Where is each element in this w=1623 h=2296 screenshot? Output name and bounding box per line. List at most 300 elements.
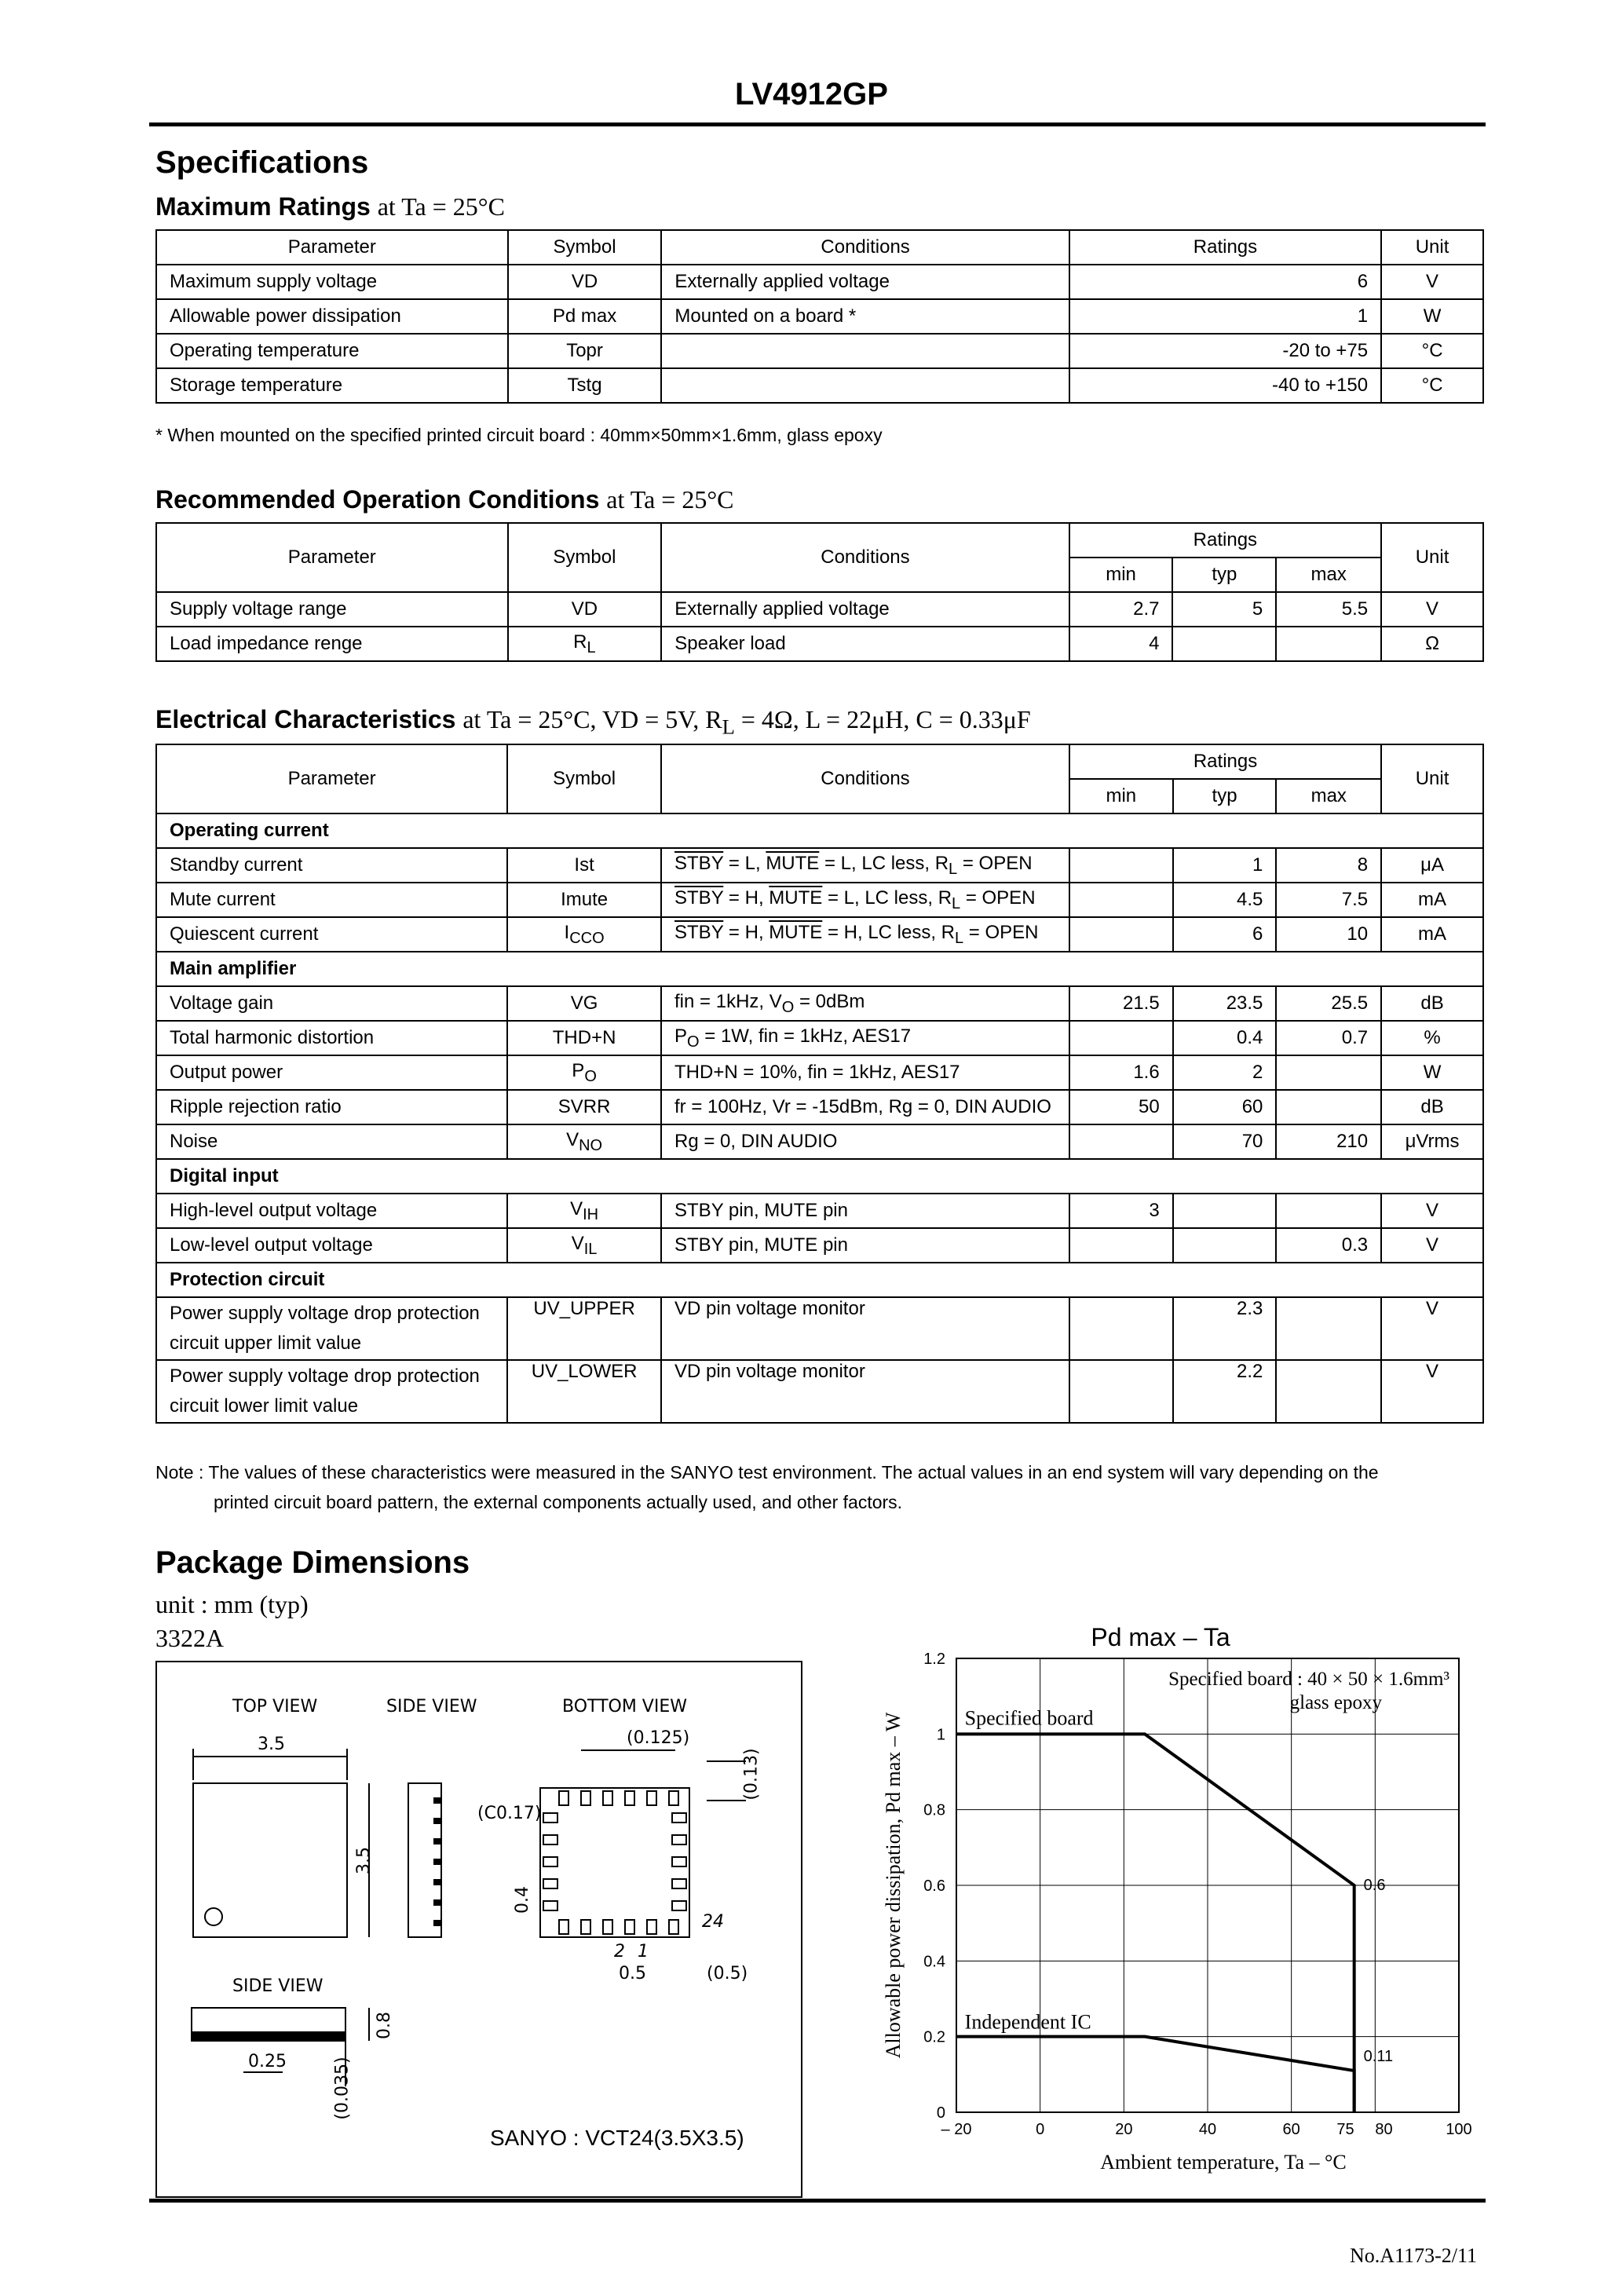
symbol-text: I [564,921,570,943]
part-number-title: LV4912GP [735,77,888,112]
pad [625,1920,634,1934]
elec-cond-text: at Ta = 25°C, VD = 5V, R [462,705,722,733]
header-cell: max [1276,779,1381,813]
cell: Low-level output voltage [156,1228,507,1263]
cell: dB [1381,1090,1483,1124]
cell: 2 [1173,1055,1277,1090]
dim-05p-label: (0.5) [707,1964,748,1983]
footer-rule [149,2199,1486,2203]
x-tick-label: 40 [1198,2121,1217,2138]
pin [433,1899,441,1906]
cell: Total harmonic distortion [156,1021,507,1055]
pin1-label: 1 [638,1942,649,1961]
elec-cond-tail: = 4Ω, L = 22μH, C = 0.33μF [734,705,1031,733]
table-header-row [156,523,1483,558]
cell [1276,627,1381,661]
cell: W [1381,1055,1483,1090]
cell: Load impedance renge [156,627,508,661]
table-row [156,1228,1483,1263]
cond-text: fin = 1kHz, V [674,990,782,1012]
elec-note-line1: Note : The values of these characteristics were measured in the SANYO test environment. The actual values in an end system will vary depending on the [155,1462,1379,1483]
param-line: circuit lower limit value [170,1395,359,1417]
symbol-text: R [573,631,587,653]
cond-text: = OPEN [960,887,1036,909]
cell: STBY pin, MUTE pin [661,1228,1069,1263]
symbol-text: P [572,1059,585,1081]
cell: 3 [1069,1194,1173,1228]
mute-overline: MUTE [769,887,823,909]
table-row [156,265,1483,299]
point-label: 0.11 [1363,2048,1394,2066]
cell: °C [1381,334,1483,368]
cell: Quiescent current [156,917,507,952]
cell: V [1381,1360,1483,1423]
cell: Pd max [508,299,662,334]
cell: 60 [1173,1090,1277,1124]
pad [543,1857,557,1866]
cell [508,627,662,661]
pd-ta-chart-svg [864,1618,1484,2199]
table-row [156,1360,1483,1423]
cond-text: = H, LC less, R [822,921,956,943]
x-tick-label: 75 [1336,2121,1354,2138]
table-row [156,848,1483,883]
cell [1069,1297,1173,1360]
elec-cond-sub: L [722,715,735,739]
table-row [156,1055,1483,1090]
pad [603,1791,612,1805]
cell [661,368,1069,403]
cell: Noise [156,1124,507,1159]
cond-text: = L, LC less, R [819,852,949,874]
table-row [156,592,1483,627]
dim-025-label: 0.25 [248,2052,287,2071]
symbol-subscript: L [587,638,596,656]
x-tick-label: 20 [1115,2121,1133,2138]
cell: VD pin voltage monitor [661,1360,1069,1423]
cell: Output power [156,1055,507,1090]
cell [661,848,1069,883]
cell [507,1055,661,1090]
table-row [156,299,1483,334]
cell: 0.4 [1173,1021,1277,1055]
group-label: Operating current [156,813,1483,848]
cell: mA [1381,883,1483,917]
cond-text: = 0dBm [794,990,865,1012]
rec-conditions-condition: at Ta = 25°C [606,485,734,514]
y-tick-label: 0 [936,2104,945,2122]
header-cell: min [1069,779,1173,813]
cell [661,883,1069,917]
cond-sub: L [949,860,958,878]
y-tick-label: 0.8 [923,1801,945,1819]
y-tick-label: 0.2 [923,2028,945,2046]
cell: 10 [1276,917,1381,952]
cell [661,1021,1069,1055]
table-row [156,368,1483,403]
cell [1069,883,1173,917]
bottom-view-label: BOTTOM VIEW [562,1697,687,1717]
pin24-label: 24 [702,1912,724,1932]
series-label: Independent IC [964,2010,1091,2034]
pin1-marker [205,1908,222,1925]
cell: V [1381,592,1483,627]
header-cell: Ratings [1069,523,1381,558]
cell: 50 [1069,1090,1173,1124]
param-line: Power supply voltage drop protection [170,1303,480,1324]
cell: 210 [1276,1124,1381,1159]
cell: Voltage gain [156,986,507,1021]
stby-overline: STBY [674,921,724,943]
cell: % [1381,1021,1483,1055]
header-cell: Conditions [661,230,1069,265]
cell: Supply voltage range [156,592,508,627]
cell: W [1381,299,1483,334]
pad [603,1920,612,1934]
cell: 1.6 [1069,1055,1173,1090]
cell [1276,1055,1381,1090]
pad [647,1791,656,1805]
cond-text: = H, [723,921,769,943]
max-ratings-condition: at Ta = 25°C [377,192,505,221]
pad [669,1791,678,1805]
cell: Imute [507,883,661,917]
y-tick-label: 0.4 [923,1953,945,1971]
cell: 5.5 [1276,592,1381,627]
pad [559,1920,568,1934]
pin [433,1879,441,1885]
chart-labels [882,1623,1449,2174]
group-row [156,952,1483,986]
cell: UV_LOWER [507,1360,661,1423]
cell: μA [1381,848,1483,883]
header-cell: typ [1173,779,1277,813]
chart-annotation: glass epoxy [1289,1692,1382,1713]
table-row [156,1021,1483,1055]
cell: VG [507,986,661,1021]
header-cell: Parameter [156,744,507,813]
cell: STBY pin, MUTE pin [661,1194,1069,1228]
pin [433,1920,441,1926]
cell [507,917,661,952]
cond-text: = L, LC less, R [822,887,952,909]
sanyo-package-name: SANYO : VCT24(3.5X3.5) [490,2126,744,2150]
rec-conditions-table [155,522,1484,662]
cell: High-level output voltage [156,1194,507,1228]
cell: Rg = 0, DIN AUDIO [661,1124,1069,1159]
max-ratings-footnote: * When mounted on the specified printed circuit board : 40mm×50mm×1.6mm, glass epoxy [155,425,883,445]
elec-note-line2: printed circuit board pattern, the external components actually used, and other factors. [214,1492,903,1512]
table-row [156,883,1483,917]
dim-height-label: 3.5 [354,1847,374,1874]
cell: 0.7 [1276,1021,1381,1055]
pin [433,1797,441,1804]
cell: Tstg [508,368,662,403]
pad [559,1791,568,1805]
cell: 4.5 [1173,883,1277,917]
chart-series [956,1734,1354,2112]
cell: 1 [1173,848,1277,883]
header-cell: Symbol [508,230,662,265]
elec-char-table [155,744,1484,1424]
rec-conditions-title: Recommended Operation Conditions [155,485,600,514]
header-cell: Unit [1381,523,1483,592]
symbol-text: V [566,1128,579,1150]
header-rule [149,122,1486,126]
cell: VD [508,265,662,299]
group-row [156,1263,1483,1297]
pd-ta-chart [864,1618,1484,2199]
table-header-row [156,230,1483,265]
cond-text: = H, [723,887,769,909]
param-line: circuit upper limit value [170,1333,362,1354]
cell: Ist [507,848,661,883]
side-view-label: SIDE VIEW [386,1697,477,1717]
stby-overline: STBY [674,887,724,909]
cell: Topr [508,334,662,368]
cond-sub: L [955,929,964,947]
param-line: Power supply voltage drop protection [170,1366,480,1387]
y-axis-label: Allowable power dissipation, Pd max – W [882,1712,905,2059]
point-label: 0.6 [1363,1877,1386,1894]
cell [1069,1228,1173,1263]
dim-08-label: 0.8 [375,2012,394,2039]
cell: 6 [1069,265,1381,299]
dim-0125-label: (0.125) [627,1728,690,1748]
cell [1069,848,1173,883]
cell: Operating temperature [156,334,508,368]
header-cell: Ratings [1069,230,1381,265]
header-cell: max [1276,558,1381,592]
table-row [156,627,1483,661]
cell: 0.3 [1276,1228,1381,1263]
cell [1069,1360,1173,1423]
cell [1276,1090,1381,1124]
cell: V [1381,265,1483,299]
cell: fr = 100Hz, Vr = -15dBm, Rg = 0, DIN AUDIO [661,1090,1069,1124]
cell: -20 to +75 [1069,334,1381,368]
cell: THD+N = 10%, fin = 1kHz, AES17 [661,1055,1069,1090]
pad [543,1879,557,1888]
cell [1069,917,1173,952]
group-label: Digital input [156,1159,1483,1194]
cell: 25.5 [1276,986,1381,1021]
symbol-subscript: IL [583,1240,598,1258]
top-view-body [193,1783,347,1937]
pad [669,1920,678,1934]
cell [1069,1124,1173,1159]
pad [543,1813,557,1823]
cell: 8 [1276,848,1381,883]
elec-char-heading [155,705,1031,739]
cell: mA [1381,917,1483,952]
rec-conditions-heading [155,485,733,514]
pin [433,1859,441,1865]
cell [507,1124,661,1159]
x-tick-label: 80 [1375,2121,1393,2138]
x-tick-label: 60 [1282,2121,1300,2138]
cell: dB [1381,986,1483,1021]
group-row [156,1159,1483,1194]
header-cell: Symbol [507,744,661,813]
cond-sub: L [952,894,961,912]
y-tick-label: 0.6 [923,1877,945,1895]
cell: 2.2 [1173,1360,1277,1423]
cell: THD+N [507,1021,661,1055]
table-row [156,1124,1483,1159]
x-tick-label: – 20 [941,2121,972,2138]
cell: 6 [1173,917,1277,952]
package-unit: unit : mm (typ) [155,1590,309,1618]
cond-text: P [674,1025,688,1047]
series-label: Specified board [964,1706,1094,1730]
cond-text: = OPEN [963,921,1039,943]
cell [1276,1297,1381,1360]
cond-sub: O [781,998,795,1016]
cell [1173,1228,1277,1263]
table-row [156,917,1483,952]
cond-text: = 1W, fin = 1kHz, AES17 [699,1025,912,1047]
pin [433,1838,441,1844]
cell: 4 [1069,627,1173,661]
cond-sub: O [687,1033,700,1051]
dim-c017-label: (C0.17) [477,1804,542,1823]
cell: UV_UPPER [507,1297,661,1360]
cell: Ripple rejection ratio [156,1090,507,1124]
group-row [156,813,1483,848]
group-label: Protection circuit [156,1263,1483,1297]
cell [1172,627,1276,661]
header-cell: min [1069,558,1173,592]
dim-013-label: (0.13) [741,1748,762,1801]
header-cell: typ [1172,558,1276,592]
symbol-subscript: CCO [569,929,605,947]
symbol-text: V [570,1197,583,1219]
symbol-subscript: NO [579,1136,603,1154]
cell [507,1228,661,1263]
x-tick-label: 0 [1036,2121,1045,2138]
pad [672,1857,686,1866]
cell: SVRR [507,1090,661,1124]
cell: Ω [1381,627,1483,661]
symbol-subscript: O [584,1067,597,1085]
header-cell: Ratings [1069,744,1381,779]
cell: V [1381,1194,1483,1228]
mute-overline: MUTE [769,921,823,943]
dim-0035-label: (0.035) [332,2057,353,2120]
cell [156,1360,507,1423]
cell: 5 [1172,592,1276,627]
stby-overline: STBY [674,852,724,874]
chart-annotation: Specified board : 40 × 50 × 1.6mm³ [1168,1669,1449,1690]
cell: Mounted on a board * [661,299,1069,334]
cell: 7.5 [1276,883,1381,917]
x-tick-label: 100 [1446,2121,1472,2138]
cell: VD [508,592,662,627]
cell: Maximum supply voltage [156,265,508,299]
header-cell: Unit [1381,744,1483,813]
cell: 2.7 [1069,592,1173,627]
cell: Allowable power dissipation [156,299,508,334]
dim-04-label: 0.4 [513,1886,532,1914]
pad [625,1791,634,1805]
package-drawing-box [155,1661,802,2198]
series-line [956,2037,1354,2112]
cell [661,334,1069,368]
table-row [156,1194,1483,1228]
table-row [156,986,1483,1021]
pad [672,1879,686,1888]
y-tick-label: 1.2 [923,1651,945,1668]
cell: Mute current [156,883,507,917]
header-cell: Parameter [156,230,508,265]
cell [1069,1021,1173,1055]
dim-05-label: 0.5 [619,1964,646,1983]
pad [581,1920,590,1934]
series-line [956,1734,1354,2112]
cell: 1 [1069,299,1381,334]
symbol-subscript: IH [583,1205,599,1223]
cond-text: = L, [723,852,766,874]
table-header-row [156,744,1483,779]
cell: VD pin voltage monitor [661,1297,1069,1360]
cell: 23.5 [1173,986,1277,1021]
package-code: 3322A [155,1624,225,1652]
cell: V [1381,1228,1483,1263]
lead-strip [192,2031,345,2041]
dim-width-label: 3.5 [258,1735,285,1754]
cell [661,917,1069,952]
pad [672,1813,686,1823]
cell: Speaker load [661,627,1069,661]
x-axis-label: Ambient temperature, Ta – °C [1100,2151,1347,2174]
bottom-view-body [540,1788,689,1937]
max-ratings-table [155,229,1484,404]
group-label: Main amplifier [156,952,1483,986]
cell [507,1194,661,1228]
cond-text: = OPEN [957,852,1033,874]
symbol-text: V [571,1232,584,1254]
table-row [156,334,1483,368]
cell [156,1297,507,1360]
pad [543,1835,557,1844]
pad [581,1791,590,1805]
pad [672,1901,686,1910]
cell: -40 to +150 [1069,368,1381,403]
chart-title: Pd max – Ta [1091,1623,1230,1651]
cell [661,986,1069,1021]
cell: Standby current [156,848,507,883]
specifications-heading: Specifications [155,145,369,180]
elec-char-title: Electrical Characteristics [155,705,456,733]
header-cell: Unit [1381,230,1483,265]
cell [1276,1360,1381,1423]
page-number: No.A1173-2/11 [1349,2244,1477,2267]
header-cell: Conditions [661,744,1069,813]
cell [1173,1194,1277,1228]
cell: 70 [1173,1124,1277,1159]
mute-overline: MUTE [766,852,820,874]
cell: 21.5 [1069,986,1173,1021]
pin [433,1818,441,1824]
cell: °C [1381,368,1483,403]
header-cell: Conditions [661,523,1069,592]
max-ratings-heading [155,192,505,221]
pad [647,1920,656,1934]
table-row [156,1297,1483,1360]
pin2-label: 2 [614,1942,625,1961]
y-tick-label: 1 [936,1726,945,1744]
